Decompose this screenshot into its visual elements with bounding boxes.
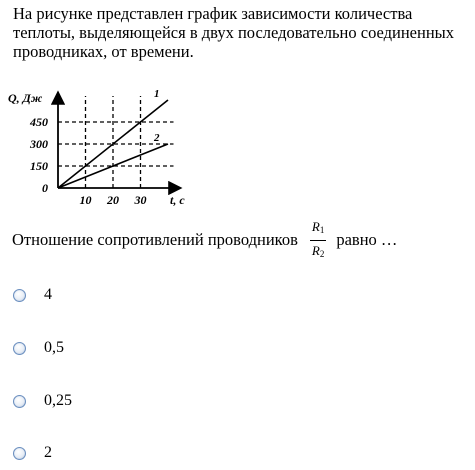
x-tick-label: 10 bbox=[79, 193, 92, 207]
denominator-symbol: R bbox=[311, 242, 320, 258]
y-axis-label: Q, Дж bbox=[8, 91, 43, 105]
y-tick-label: 0 bbox=[42, 181, 48, 195]
answer-option-label: 4 bbox=[44, 286, 52, 303]
y-tick-label: 300 bbox=[30, 137, 48, 151]
fraction-numerator bbox=[310, 219, 326, 241]
denominator-index: 2 bbox=[319, 248, 325, 259]
answer-option[interactable] bbox=[13, 337, 64, 359]
series-label-2: 2 bbox=[154, 132, 160, 144]
y-tick-label: 450 bbox=[30, 115, 48, 129]
series-label-1: 1 bbox=[154, 90, 160, 100]
numerator-index: 1 bbox=[319, 224, 325, 235]
radio-button[interactable] bbox=[13, 447, 26, 460]
radio-button[interactable] bbox=[13, 289, 26, 302]
chart-svg bbox=[4, 90, 204, 214]
heat-time-graph bbox=[4, 90, 204, 214]
ratio-suffix: равно … bbox=[336, 230, 398, 249]
y-tick-label: 150 bbox=[30, 159, 48, 173]
x-axis-label: t, c bbox=[170, 193, 185, 207]
answer-option-label: 2 bbox=[44, 444, 52, 461]
question-text: На рисунке представлен график зависимости количества теплоты, выделяющейся в двух последовательно соединенных проводниках, от времени. bbox=[13, 4, 455, 61]
answer-option[interactable] bbox=[13, 442, 52, 464]
answer-option[interactable] bbox=[13, 284, 52, 306]
radio-button[interactable] bbox=[13, 342, 26, 355]
numerator-symbol: R bbox=[311, 218, 320, 234]
answer-option[interactable] bbox=[13, 390, 72, 412]
resistance-ratio-fraction bbox=[310, 219, 326, 262]
answer-option-label: 0,25 bbox=[44, 392, 72, 409]
fraction-denominator bbox=[312, 241, 324, 262]
x-tick-label: 20 bbox=[107, 193, 119, 207]
answer-option-label: 0,5 bbox=[44, 339, 64, 356]
ratio-prefix: Отношение сопротивлений проводников bbox=[12, 230, 298, 249]
x-tick-label: 30 bbox=[134, 193, 147, 207]
ratio-statement bbox=[12, 218, 397, 262]
radio-button[interactable] bbox=[13, 395, 26, 408]
